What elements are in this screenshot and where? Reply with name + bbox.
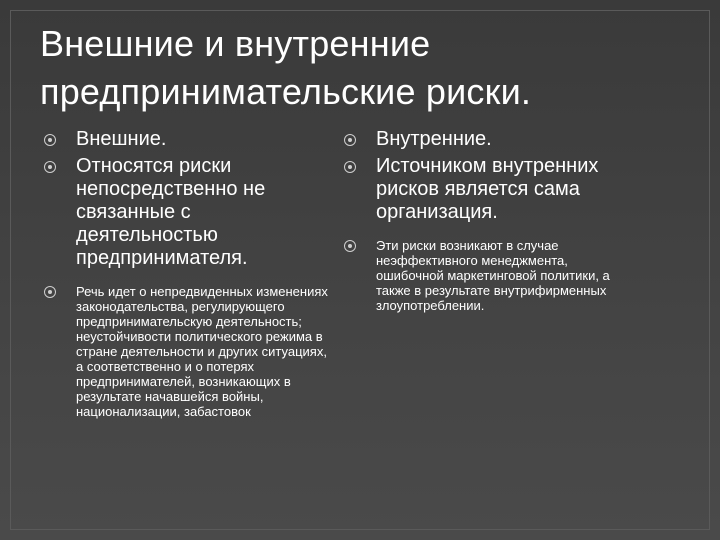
bullet-item bbox=[340, 155, 620, 224]
bullet-text: Эти риски возникают в случае неэффективного менеджмента, ошибочной маркетинговой политики, а также в результате внутрифирменных злоупотреблении. bbox=[376, 238, 610, 313]
bullet-item bbox=[340, 238, 620, 313]
right-column bbox=[340, 128, 620, 313]
bullet-icon bbox=[44, 286, 56, 298]
bullet-item bbox=[40, 284, 330, 419]
bullet-icon bbox=[344, 134, 356, 146]
bullet-item bbox=[40, 155, 330, 270]
left-column bbox=[40, 128, 330, 419]
bullet-text: Относятся риски непосредственно не связанные с деятельностью предпринимателя. bbox=[76, 155, 266, 269]
bullet-text: Речь идет о непредвиденных изменениях законодательства, регулирующего предпринимательскую деятельность; неустойчивости политического режима в стране деятельности и других ситуациях, а соответственно и о потерях предпринимателей, возникающих в результате начавшейся войны, национализации, забастовок bbox=[76, 284, 328, 419]
bullet-text: Внешние. bbox=[76, 128, 167, 150]
bullet-item bbox=[340, 128, 620, 151]
bullet-text: Внутренние. bbox=[376, 128, 492, 150]
bullet-icon bbox=[344, 161, 356, 173]
bullet-icon bbox=[44, 161, 56, 173]
slide-title: Внешние и внутренние предпринимательские риски. bbox=[40, 23, 532, 112]
bullet-icon bbox=[344, 240, 356, 252]
bullet-icon bbox=[44, 134, 56, 146]
bullet-item bbox=[40, 128, 330, 151]
bullet-text: Источником внутренних рисков является сама организация. bbox=[376, 155, 599, 223]
